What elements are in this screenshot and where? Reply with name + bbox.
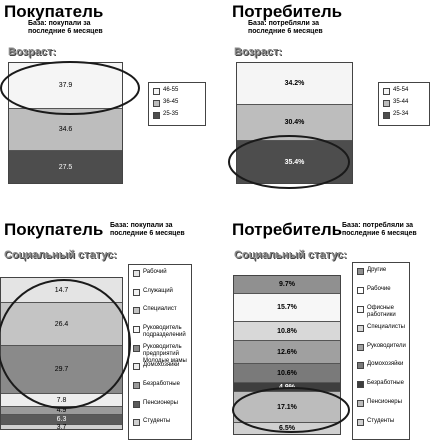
legend-label: Руководитель предприятий Молодые мамы — [143, 343, 187, 364]
panel-3-section: Социальный статус: — [4, 249, 117, 261]
segment-value-label: 35.4% — [284, 158, 305, 166]
segment-value-label: 7.8 — [56, 396, 67, 404]
segment-value-label: 34.2% — [284, 80, 305, 87]
legend-label: Домохозяйки — [367, 361, 404, 368]
segment-value-label: 27.5 — [58, 163, 73, 171]
legend-label: Рабочие — [367, 285, 391, 292]
legend-label: Пенсионеры — [143, 399, 178, 406]
legend-label: Специалист — [143, 306, 177, 313]
segment-value-label: 6.3 — [56, 416, 67, 423]
panel-3-base: База: покупали за последние 6 месяцев — [110, 222, 185, 237]
segment-value-label: 34.6 — [58, 126, 73, 133]
segment-value-label: 12.6% — [277, 348, 297, 356]
panel-1-title: Покупатель — [4, 2, 104, 21]
legend-label: Руководители — [367, 342, 406, 349]
legend-label: 45-54 — [393, 87, 409, 93]
panel-4-title: Потребитель — [232, 220, 343, 239]
segment-value-label: 6.5% — [279, 425, 295, 432]
segment-value-label: 15.7% — [277, 304, 297, 311]
panel-4-section: Социальный статус: — [234, 249, 347, 261]
panel-1-section: Возраст: — [8, 46, 56, 58]
legend-label: Безработные — [143, 381, 180, 387]
panel-3-title: Покупатель — [4, 220, 104, 239]
legend-label: Студенты — [143, 418, 171, 425]
panel-2-base: База: потребляли за последние 6 месяцев — [248, 20, 323, 35]
legend-label: Офисные работники — [367, 304, 396, 318]
legend-label: Безработные — [367, 380, 404, 387]
legend-label: 25-34 — [393, 111, 409, 117]
segment-value-label: 4.9% — [279, 383, 295, 391]
segment-value-label: 10.8% — [277, 327, 297, 335]
legend-label: Домохозяйки — [143, 362, 180, 369]
legend-label: 46-55 — [163, 87, 179, 93]
legend-label: Рабочий — [143, 269, 167, 275]
panel-2-highlight-oval — [229, 136, 349, 188]
legend-label: 25-35 — [163, 111, 179, 117]
segment-value-label: 29.7 — [54, 366, 69, 373]
segment-value-label: 14.7 — [54, 286, 69, 294]
panel-1-base: База: покупали за последние 6 месяцев — [28, 20, 103, 35]
panel-2-section: Возраст: — [234, 46, 282, 58]
legend-label: Студенты — [367, 418, 395, 425]
legend-label: Служащий — [143, 287, 173, 294]
segment-value-label: 4.9 — [56, 407, 67, 414]
segment-value-label: 30.4% — [284, 119, 305, 126]
segment-value-label: 37.9 — [58, 82, 73, 89]
legend-label: Специалисты — [367, 323, 405, 330]
legend-label: Руководитель подразделений — [143, 325, 186, 338]
panel-3-highlight-oval — [0, 280, 130, 408]
segment-value-label: 10.6% — [277, 369, 297, 377]
segment-value-label: 17.1% — [277, 403, 297, 411]
legend-label: 36-45 — [163, 99, 179, 105]
legend-label: Пенсионеры — [367, 399, 402, 406]
segment-value-label: 26.4 — [54, 320, 69, 328]
legend-label: Другие — [367, 267, 387, 273]
panel-2-title: Потребитель — [232, 2, 343, 21]
segment-value-label: 3.7 — [56, 423, 67, 431]
segment-value-label: 9.7% — [279, 281, 295, 288]
panel-4-base: База: потребляли за последние 6 месяцев — [342, 222, 417, 237]
panel-1-highlight-oval — [1, 62, 139, 114]
panel-4-highlight-oval — [233, 388, 349, 432]
legend-label: 35-44 — [393, 99, 409, 105]
